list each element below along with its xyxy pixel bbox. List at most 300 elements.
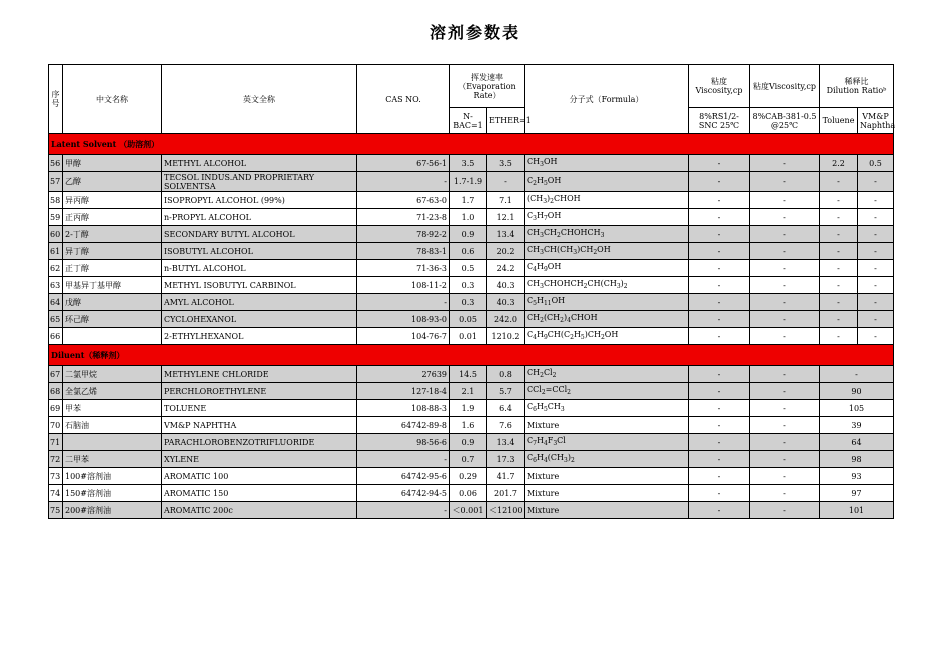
row-vmp: - [858, 243, 894, 260]
row-visc2: - [750, 417, 820, 434]
page-title: 溶剂参数表 [429, 23, 520, 42]
row-visc1: - [689, 192, 750, 209]
formula-part: CH(C [547, 330, 571, 339]
row-evap-ether: 20.2 [487, 243, 525, 260]
row-toluene: - [820, 209, 858, 226]
formula-subscript: 3 [616, 283, 621, 290]
formula-subscript: 3 [540, 232, 544, 239]
formula-part: ) [567, 453, 571, 462]
table-row [49, 277, 894, 294]
formula-part: C [527, 453, 534, 462]
row-evap-ether: 13.4 [487, 434, 525, 451]
row-no: 73 [49, 468, 63, 485]
formula-subscript: 2 [533, 179, 537, 187]
formula-subscript: 2 [557, 232, 561, 239]
row-formula [525, 260, 689, 277]
row-visc1: - [689, 243, 750, 260]
row-visc2: - [750, 243, 820, 260]
row-cn-name: 异丙醇 [63, 192, 162, 209]
row-evap-nbac: 3.5 [450, 155, 487, 172]
row-cn-name: 200#溶剂油 [63, 502, 162, 519]
row-formula [525, 400, 689, 417]
formula-subscript: 3 [563, 457, 568, 464]
formula-part: CH [527, 368, 541, 377]
formula-part: H [536, 262, 544, 271]
formula-part: (CH [543, 313, 561, 322]
header-evap-rate: 挥发速率（Evaporation Rate） [450, 65, 525, 108]
row-no: 71 [49, 434, 63, 451]
row-formula [525, 311, 689, 328]
formula-subscript: 2 [552, 372, 557, 379]
formula-part: H [536, 211, 544, 220]
row-formula [525, 366, 689, 383]
formula-part: (CH [547, 453, 564, 462]
row-evap-nbac: 0.7 [450, 451, 487, 468]
formula-part: Mixture [527, 471, 560, 481]
formula-part: Mixture [527, 488, 560, 498]
row-visc2: - [750, 172, 820, 192]
row-cas: 127-18-4 [357, 383, 450, 400]
row-toluene: - [820, 260, 858, 277]
row-visc2: - [750, 311, 820, 328]
row-dilution-ratio: - [820, 366, 894, 383]
row-cn-name: 二甲苯 [63, 451, 162, 468]
row-visc2: - [750, 294, 820, 311]
formula-subscript: 3 [560, 406, 565, 413]
row-cn-name: 全氯乙烯 [63, 383, 162, 400]
row-no: 59 [49, 209, 63, 226]
row-cn-name: 甲基异丁基甲醇 [63, 277, 162, 294]
row-en-name: AROMATIC 200c [162, 502, 357, 519]
formula-subscript: 2 [567, 389, 571, 396]
row-evap-nbac: ＜0.001 [450, 502, 487, 519]
table-row [49, 485, 894, 502]
row-no: 66 [49, 328, 63, 345]
row-no: 65 [49, 311, 63, 328]
formula-subscript: 11 [543, 300, 552, 307]
row-vmp: - [858, 209, 894, 226]
row-en-name: SECONDARY BUTYL ALCOHOL [162, 226, 357, 243]
formula-part: H [536, 402, 544, 411]
row-dilution-ratio: 105 [820, 400, 894, 417]
row-en-name: ISOPROPYL ALCOHOL (99%) [162, 192, 357, 209]
row-visc1: - [689, 400, 750, 417]
table-row [49, 502, 894, 519]
row-toluene: - [820, 172, 858, 192]
row-vmp: 0.5 [858, 155, 894, 172]
formula-subscript: 3 [533, 215, 537, 222]
row-no: 68 [49, 383, 63, 400]
row-en-name: n-PROPYL ALCOHOL [162, 209, 357, 226]
formula-part: C [527, 402, 534, 411]
row-dilution-ratio: 39 [820, 417, 894, 434]
row-evap-nbac: 0.3 [450, 294, 487, 311]
row-visc2: - [750, 226, 820, 243]
row-toluene: - [820, 328, 858, 345]
row-evap-nbac: 0.3 [450, 277, 487, 294]
formula-part: F [547, 436, 554, 445]
row-no: 63 [49, 277, 63, 294]
formula-subscript: 9 [543, 334, 548, 341]
row-cas: 67-63-0 [357, 192, 450, 209]
row-visc2: - [750, 366, 820, 383]
formula-part: =CCl [545, 385, 568, 394]
formula-subscript: 2 [570, 457, 575, 464]
row-cn-name: 150#溶剂油 [63, 485, 162, 502]
row-formula [525, 226, 689, 243]
row-en-name: VM&P NAPHTHA [162, 417, 357, 434]
row-visc1: - [689, 366, 750, 383]
row-toluene: 2.2 [820, 155, 858, 172]
row-evap-ether: 1210.2 [487, 328, 525, 345]
formula-part: CH [527, 228, 541, 237]
row-cn-name: 正丙醇 [63, 209, 162, 226]
formula-part: H [536, 453, 544, 462]
row-visc2: - [750, 485, 820, 502]
formula-part: ) [547, 194, 551, 203]
formula-subscript: 2 [583, 283, 588, 290]
row-visc2: - [750, 400, 820, 417]
header-cn-name: 中文名称 [63, 65, 162, 134]
row-visc2: - [750, 451, 820, 468]
formula-subscript: 9 [543, 266, 548, 273]
row-cn-name: 乙醇 [63, 172, 162, 192]
row-evap-nbac: 0.06 [450, 485, 487, 502]
row-cas: 104-76-7 [357, 328, 450, 345]
formula-subscript: 2 [600, 334, 605, 341]
row-toluene: - [820, 226, 858, 243]
formula-subscript: 7 [543, 215, 548, 222]
row-evap-ether: 40.3 [487, 277, 525, 294]
row-cas: 108-93-0 [357, 311, 450, 328]
formula-part: C [527, 436, 534, 445]
formula-subscript: 4 [543, 457, 548, 464]
formula-part: H [536, 175, 544, 185]
formula-subscript: 5 [543, 179, 548, 187]
row-cas: - [357, 451, 450, 468]
header-en-name: 英文全称 [162, 65, 357, 134]
formula-part: )CH [584, 330, 601, 339]
header-vmp: VM&P Naphtha [858, 108, 894, 134]
row-visc2: - [750, 209, 820, 226]
table-row [49, 226, 894, 243]
formula-part: CH [527, 279, 541, 288]
formula-part: OH [547, 262, 562, 271]
header-cas: CAS NO. [357, 65, 450, 134]
formula-part: CH [543, 228, 558, 237]
row-no: 75 [49, 502, 63, 519]
row-formula [525, 383, 689, 400]
row-toluene: - [820, 277, 858, 294]
formula-part: OH [543, 157, 558, 166]
row-visc1: - [689, 451, 750, 468]
row-no: 74 [49, 485, 63, 502]
row-cn-name: 甲醇 [63, 155, 162, 172]
formula-part: C [527, 262, 534, 271]
table-row [49, 243, 894, 260]
row-cn-name: 二氯甲烷 [63, 366, 162, 383]
row-no: 60 [49, 226, 63, 243]
row-cas: 64742-89-8 [357, 417, 450, 434]
table-row [49, 366, 894, 383]
row-formula [525, 172, 689, 192]
formula-part: CH [547, 402, 561, 411]
header-evap-nbac: N-BAC=1 [450, 108, 487, 134]
row-visc1: - [689, 209, 750, 226]
row-cas: 71-36-3 [357, 260, 450, 277]
formula-part: OH [551, 296, 566, 305]
row-visc1: - [689, 502, 750, 519]
row-visc2: - [750, 468, 820, 485]
row-evap-nbac: 14.5 [450, 366, 487, 383]
row-cn-name: 环己醇 [63, 311, 162, 328]
row-evap-nbac: 1.0 [450, 209, 487, 226]
formula-part: Cl [557, 436, 566, 445]
formula-subscript: 3 [600, 232, 605, 239]
formula-subscript: 3 [540, 283, 544, 290]
row-evap-ether: 41.7 [487, 468, 525, 485]
row-evap-ether: 242.0 [487, 311, 525, 328]
row-no: 67 [49, 366, 63, 383]
row-evap-nbac: 0.29 [450, 468, 487, 485]
formula-subscript: 2 [541, 389, 546, 396]
formula-part: H [573, 330, 581, 339]
formula-part: CH [527, 245, 541, 254]
row-evap-ether: 3.5 [487, 155, 525, 172]
row-en-name: n-BUTYL ALCOHOL [162, 260, 357, 277]
row-cas: - [357, 294, 450, 311]
row-formula [525, 485, 689, 502]
formula-subscript: 2 [570, 334, 574, 341]
row-dilution-ratio: 98 [820, 451, 894, 468]
section-header-row [49, 345, 894, 366]
row-no: 62 [49, 260, 63, 277]
row-visc1: - [689, 260, 750, 277]
row-no: 61 [49, 243, 63, 260]
row-cas: 108-88-3 [357, 400, 450, 417]
formula-part: Mixture [527, 505, 560, 515]
row-evap-nbac: 0.6 [450, 243, 487, 260]
formula-part: OH [604, 330, 619, 339]
table-row [49, 311, 894, 328]
row-en-name: PARACHLOROBENZOTRIFLUORIDE [162, 434, 357, 451]
row-cas: 78-92-2 [357, 226, 450, 243]
row-vmp: - [858, 277, 894, 294]
row-cas: 71-23-8 [357, 209, 450, 226]
row-visc2: - [750, 260, 820, 277]
formula-part: CH [527, 313, 541, 322]
row-no: 58 [49, 192, 63, 209]
row-no: 57 [49, 172, 63, 192]
row-formula [525, 155, 689, 172]
row-en-name: TECSOL INDUS.AND PROPRIETARY SOLVENTSA [162, 172, 357, 192]
row-toluene: - [820, 311, 858, 328]
row-dilution-ratio: 90 [820, 383, 894, 400]
row-evap-nbac: 0.9 [450, 226, 487, 243]
formula-part: C [527, 175, 534, 185]
table-row [49, 417, 894, 434]
header-visc1-sub: 8%RS1/2-SNC 25℃ [689, 108, 750, 134]
row-evap-nbac: 0.01 [450, 328, 487, 345]
table-row [49, 155, 894, 172]
table-row [49, 172, 894, 192]
formula-subscript: 2 [560, 317, 564, 324]
formula-subscript: 6 [533, 457, 537, 464]
row-formula [525, 502, 689, 519]
row-visc1: - [689, 485, 750, 502]
formula-subscript: 4 [567, 317, 571, 324]
row-formula [525, 209, 689, 226]
row-en-name: AROMATIC 100 [162, 468, 357, 485]
row-formula [525, 243, 689, 260]
formula-part: CHOHCH [543, 279, 584, 288]
row-dilution-ratio: 93 [820, 468, 894, 485]
row-dilution-ratio: 101 [820, 502, 894, 519]
row-evap-ether: 12.1 [487, 209, 525, 226]
row-evap-nbac: 2.1 [450, 383, 487, 400]
row-en-name: METHYL ISOBUTYL CARBINOL [162, 277, 357, 294]
row-visc1: - [689, 172, 750, 192]
table-row [49, 468, 894, 485]
row-en-name: AMYL ALCOHOL [162, 294, 357, 311]
row-visc1: - [689, 417, 750, 434]
row-evap-nbac: 1.7 [450, 192, 487, 209]
formula-part: C [527, 211, 534, 220]
row-en-name: ISOBUTYL ALCOHOL [162, 243, 357, 260]
row-visc1: - [689, 383, 750, 400]
row-visc1: - [689, 468, 750, 485]
row-no: 69 [49, 400, 63, 417]
row-evap-ether: ＜12100 [487, 502, 525, 519]
row-cas: 98-56-6 [357, 434, 450, 451]
row-visc1: - [689, 434, 750, 451]
row-visc1: - [689, 277, 750, 294]
row-cas: 67-56-1 [357, 155, 450, 172]
row-evap-ether: 7.6 [487, 417, 525, 434]
table-row [49, 400, 894, 417]
row-cas: 27639 [357, 366, 450, 383]
row-evap-nbac: 0.05 [450, 311, 487, 328]
table-row [49, 192, 894, 209]
row-visc2: - [750, 328, 820, 345]
row-cas: 64742-95-6 [357, 468, 450, 485]
row-evap-nbac: 0.9 [450, 434, 487, 451]
row-visc1: - [689, 294, 750, 311]
row-no: 70 [49, 417, 63, 434]
row-vmp: - [858, 328, 894, 345]
formula-subscript: 2 [550, 198, 554, 205]
row-formula [525, 328, 689, 345]
formula-subscript: 3 [553, 440, 558, 447]
formula-subscript: 2 [540, 372, 544, 379]
row-vmp: - [858, 226, 894, 243]
row-evap-nbac: 1.9 [450, 400, 487, 417]
row-cn-name: 甲苯 [63, 400, 162, 417]
table-row [49, 209, 894, 226]
row-visc1: - [689, 155, 750, 172]
section-label: Latent Solvent （助溶剂） [49, 134, 894, 155]
row-evap-nbac: 1.6 [450, 417, 487, 434]
formula-part: ) [620, 279, 624, 288]
row-vmp: - [858, 192, 894, 209]
formula-part: OH [547, 175, 562, 185]
row-evap-ether: 17.3 [487, 451, 525, 468]
formula-subscript: 6 [533, 406, 537, 413]
row-evap-ether: - [487, 172, 525, 192]
formula-subscript: 3 [573, 249, 578, 256]
row-visc2: - [750, 192, 820, 209]
formula-part: H [536, 296, 544, 305]
row-cn-name: 2-丁醇 [63, 226, 162, 243]
row-evap-ether: 201.7 [487, 485, 525, 502]
formula-subscript: 7 [533, 440, 537, 447]
row-formula [525, 434, 689, 451]
row-toluene: - [820, 243, 858, 260]
row-cn-name [63, 434, 162, 451]
formula-part: H [536, 330, 544, 339]
row-dilution-ratio: 64 [820, 434, 894, 451]
row-visc2: - [750, 383, 820, 400]
row-en-name: PERCHLOROETHYLENE [162, 383, 357, 400]
header-visc2: 粘度Viscosity,cp [750, 65, 820, 108]
header-evap-ether: ETHER=1 [487, 108, 525, 134]
row-no: 64 [49, 294, 63, 311]
row-no: 56 [49, 155, 63, 172]
row-en-name: AROMATIC 150 [162, 485, 357, 502]
row-evap-ether: 24.2 [487, 260, 525, 277]
row-en-name: XYLENE [162, 451, 357, 468]
row-formula [525, 192, 689, 209]
row-en-name: TOLUENE [162, 400, 357, 417]
row-cas: 108-11-2 [357, 277, 450, 294]
row-toluene: - [820, 294, 858, 311]
row-cn-name: 戊醇 [63, 294, 162, 311]
formula-subscript: 2 [540, 317, 544, 324]
formula-part: CH [527, 157, 541, 166]
formula-subscript: 4 [543, 440, 548, 447]
row-no: 72 [49, 451, 63, 468]
formula-subscript: 5 [580, 334, 585, 341]
table-row [49, 434, 894, 451]
formula-part: C [527, 330, 534, 339]
formula-subscript: 4 [533, 334, 537, 341]
row-en-name: METHYLENE CHLORIDE [162, 366, 357, 383]
row-vmp: - [858, 172, 894, 192]
header-dilution: 稀释比 Dilution Ratioᵇ [820, 65, 894, 108]
table-row [49, 383, 894, 400]
row-cn-name: 正丁醇 [63, 260, 162, 277]
formula-subscript: 2 [623, 283, 628, 290]
formula-part: Cl [543, 368, 553, 377]
formula-part: CH(CH [587, 279, 617, 288]
row-toluene: - [820, 192, 858, 209]
row-cn-name: 100#溶剂油 [63, 468, 162, 485]
row-cn-name: 石脑油 [63, 417, 162, 434]
table-row [49, 328, 894, 345]
row-formula [525, 277, 689, 294]
row-en-name: 2-ETHYLHEXANOL [162, 328, 357, 345]
formula-subscript: 3 [540, 249, 544, 256]
row-evap-ether: 5.7 [487, 383, 525, 400]
row-evap-ether: 7.1 [487, 192, 525, 209]
formula-subscript: 4 [533, 266, 537, 273]
row-vmp: - [858, 294, 894, 311]
row-cas: 64742-94-5 [357, 485, 450, 502]
row-evap-ether: 0.8 [487, 366, 525, 383]
row-visc1: - [689, 328, 750, 345]
row-dilution-ratio: 97 [820, 485, 894, 502]
formula-part: OH [547, 211, 562, 220]
